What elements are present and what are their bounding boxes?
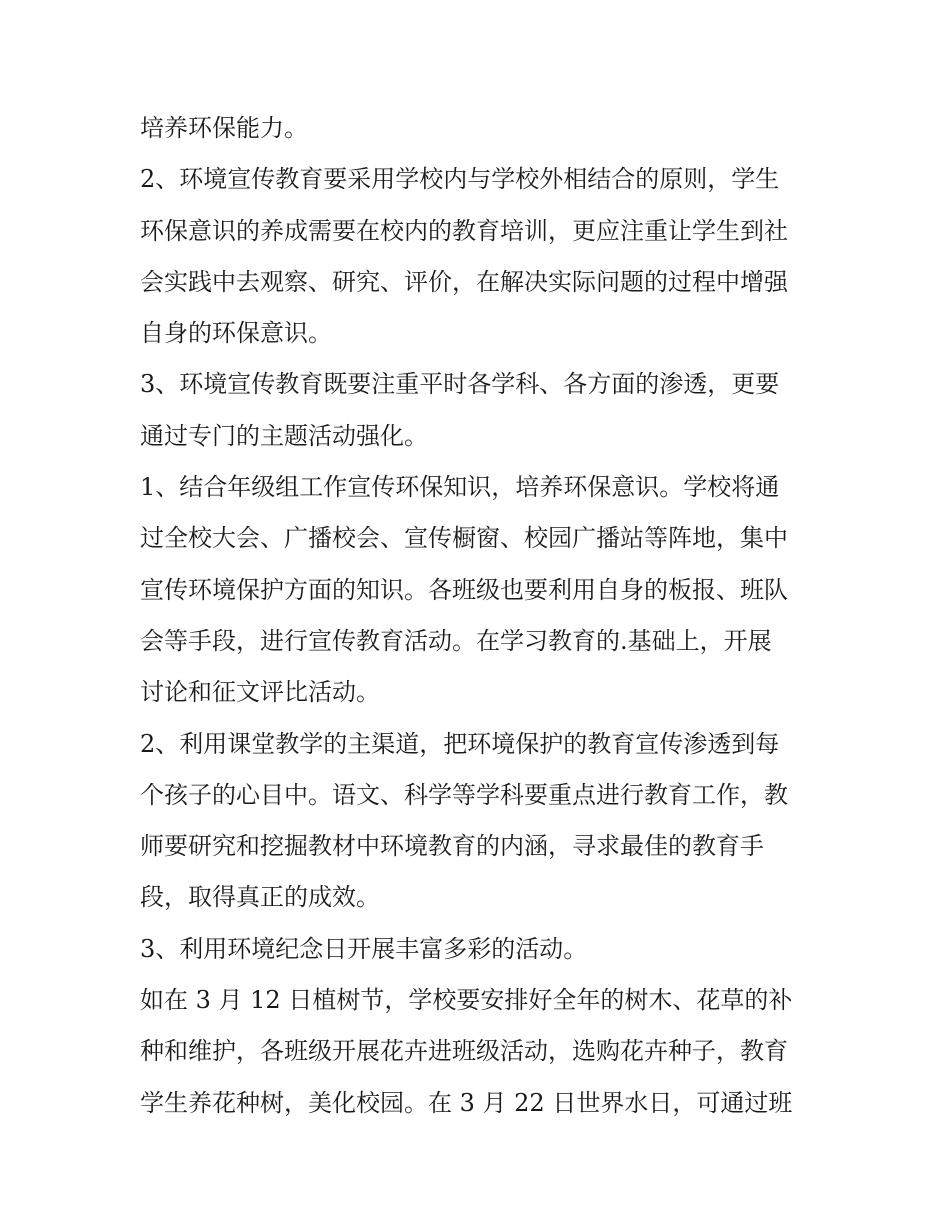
text-line: 种和维护，各班级开展花卉进班级活动，选购花卉种子，教育 (140, 1037, 788, 1066)
text-line: 师要研究和挖掘教材中环境教育的内涵，寻求最佳的教育手 (140, 832, 764, 861)
text-line: 3、环境宣传教育既要注重平时各学科、各方面的渗透，更要 (140, 370, 780, 399)
document-text-body (140, 103, 820, 1129)
text-line: 自身的环保意识。 (140, 319, 332, 348)
text-line: 会等手段，进行宣传教育活动。在学习教育的.基础上，开展 (140, 626, 772, 655)
text-line: 如在 3 月 12 日植树节，学校要安排好全年的树木、花草的补 (140, 986, 793, 1015)
text-line: 段，取得真正的成效。 (140, 883, 380, 912)
text-line: 1、结合年级组工作宣传环保知识，培养环保意识。学校将通 (140, 473, 780, 502)
text-line: 2、环境宣传教育要采用学校内与学校外相结合的原则，学生 (140, 165, 780, 194)
text-line: 个孩子的心目中。语文、科学等学科要重点进行教育工作，教 (140, 780, 788, 809)
text-line: 环保意识的养成需要在校内的教育培训，更应注重让学生到社 (140, 216, 788, 245)
text-line: 过全校大会、广播校会、宣传橱窗、校园广播站等阵地，集中 (140, 524, 788, 553)
text-line: 培养环保能力。 (140, 114, 308, 142)
text-line: 2、利用课堂教学的主渠道，把环境保护的教育宣传渗透到每 (140, 729, 780, 758)
text-line: 通过专门的主题活动强化。 (140, 421, 428, 450)
text-line: 学生养花种树，美化校园。在 3 月 22 日世界水日，可通过班 (140, 1088, 793, 1117)
text-line: 宣传环境保护方面的知识。各班级也要利用自身的板报、班队 (140, 575, 788, 604)
text-line: 3、利用环境纪念日开展丰富多彩的活动。 (140, 934, 588, 963)
text-line: 会实践中去观察、研究、评价，在解决实际问题的过程中增强 (140, 267, 788, 296)
text-line: 讨论和征文评比活动。 (140, 678, 380, 707)
